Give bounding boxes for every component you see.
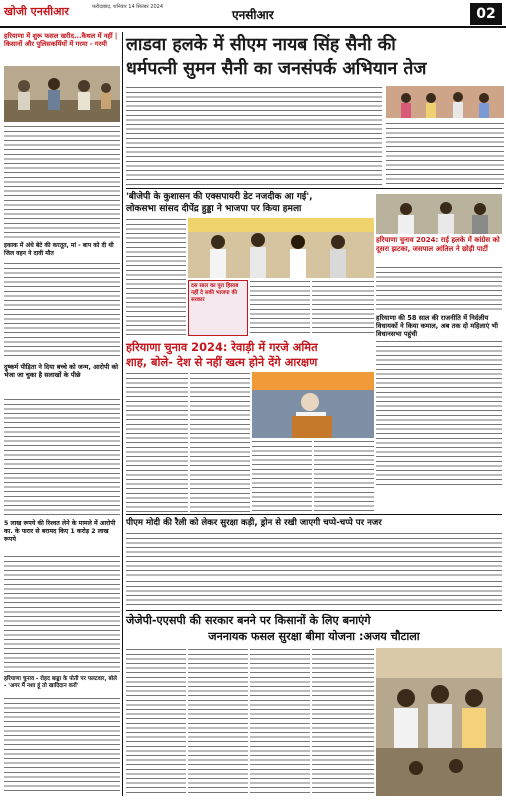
hooda-article-body	[250, 280, 310, 336]
article-body	[4, 125, 120, 239]
bottom-article-body	[312, 648, 374, 796]
pm-modi-article-body	[126, 532, 502, 578]
divider	[126, 514, 502, 515]
amit-shah-headline-line2: शाह, बोले- देश से नहीं खत्म होने देंगे आरक्षण	[126, 355, 318, 369]
headline-victim: दुष्कर्म पीड़िता ने दिया बच्चे को जन्म, आरोपी को भेजा जा चुका है सलाखों के पीछे	[4, 363, 119, 379]
headline-rohad: हरियाणा चुनाव - रोहद बाड्डा के पोती पर पलटवार, बोले - 'अगर मैं नशा हूं तो खादिदान करों'	[4, 676, 117, 689]
hooda-article-body	[126, 218, 186, 336]
divider	[126, 188, 502, 189]
hooda-headline-line1: 'बीजेपी के कुशासन की एक्सपायरी डेट नजदीक आ गई',	[126, 192, 313, 202]
newspaper-brand: खोजी एनसीआर	[4, 5, 69, 18]
headline-crop-procurement: हरियाणा में शुरू फसल खरीद...कैथल में नहीं | किसानों और पुलिसकर्मियों में गरमा - गरमी	[4, 32, 118, 48]
article-body	[4, 555, 120, 673]
pull-quote-box	[188, 280, 248, 336]
lead-article-body	[126, 86, 382, 186]
column-divider	[122, 32, 123, 796]
amit-shah-article-body	[314, 440, 374, 512]
independents-article-body	[376, 340, 502, 488]
date-line: फरीदाबाद, शनिवार 14 सितंबर 2024	[92, 4, 163, 10]
bottom-article-body	[126, 648, 186, 796]
amit-shah-article-body	[126, 372, 188, 512]
section-title: एनसीआर	[232, 8, 274, 22]
lead-headline-line2: धर्मपत्नी सुमन सैनी का जनसंपर्क अभियान तेज	[126, 59, 427, 79]
chautala-photo	[376, 648, 502, 796]
bottom-headline-line2: जननायक फसल सुरक्षा बीमा योजना :अजय चौटाला	[208, 630, 420, 643]
hooda-headline-line2: लोकसभा सांसद दीपेंद्र हुड्डा ने भाजपा पर किया हमला	[126, 204, 302, 214]
headline-son-crime: इकाक में अंधे बेटे की करतूत, मां - बाप को दी थी जिल वहन ने दावी मौत	[4, 242, 114, 257]
amit-shah-photo	[252, 372, 374, 438]
congress-photo	[376, 194, 502, 234]
lead-article-body	[386, 122, 504, 186]
article-body	[4, 262, 120, 360]
bottom-article-body	[250, 648, 310, 796]
bottom-headline-line1: जेजेपी-एएसपी की सरकार बनने पर किसानों के लिए बनाएंगे	[126, 614, 371, 627]
hooda-article-body	[312, 280, 374, 336]
article-body	[4, 697, 120, 795]
amit-shah-headline-line1: हरियाणा चुनाव 2024: रेवाड़ी में गरजे अमित	[126, 340, 318, 354]
farmers-photo	[4, 66, 120, 122]
hooda-photo	[188, 218, 374, 278]
lead-headline-line1: लाडवा हलके में सीएम नायब सिंह सैनी की	[126, 35, 396, 55]
divider	[126, 610, 502, 611]
pull-quote-text: दस साल का पूरा हिसाब नहीं दे सकी भाजपा की सरकार	[191, 283, 239, 303]
page-number: 02	[470, 3, 502, 25]
amit-shah-article-body	[252, 440, 312, 512]
bottom-article-body	[188, 648, 248, 796]
pm-modi-article-body	[126, 580, 502, 606]
pm-modi-headline: पीएम मोदी की रैली को लेकर सुरक्षा कड़ी, ड्रोन से रखी जाएगी चप्पे-चप्पे पर नजर	[126, 518, 382, 528]
campaign-photo	[386, 86, 504, 118]
independents-headline: हरियाणा की 58 साल की राजनीति में निर्दलीय विधायकों ने किया कमाल, अब तक दो महिलाएं भी विधानसभा पहुंची	[376, 314, 498, 338]
headline-bribe-case: 5 लाख रूपये की रिश्वत लेने के मामले में आरोपी का. के फरार से बरामद किए 1 करोड़ 2 लाख रूपये	[4, 520, 116, 543]
congress-article-body	[376, 266, 502, 312]
article-body	[4, 398, 120, 516]
amit-shah-article-body	[190, 372, 250, 512]
congress-headline: हरियाणा चुनाव 2024: राई हलके में कांग्रेस को दूसरा झटका, जसपाल आंतिल ने छोड़ी पार्टी	[376, 236, 500, 253]
